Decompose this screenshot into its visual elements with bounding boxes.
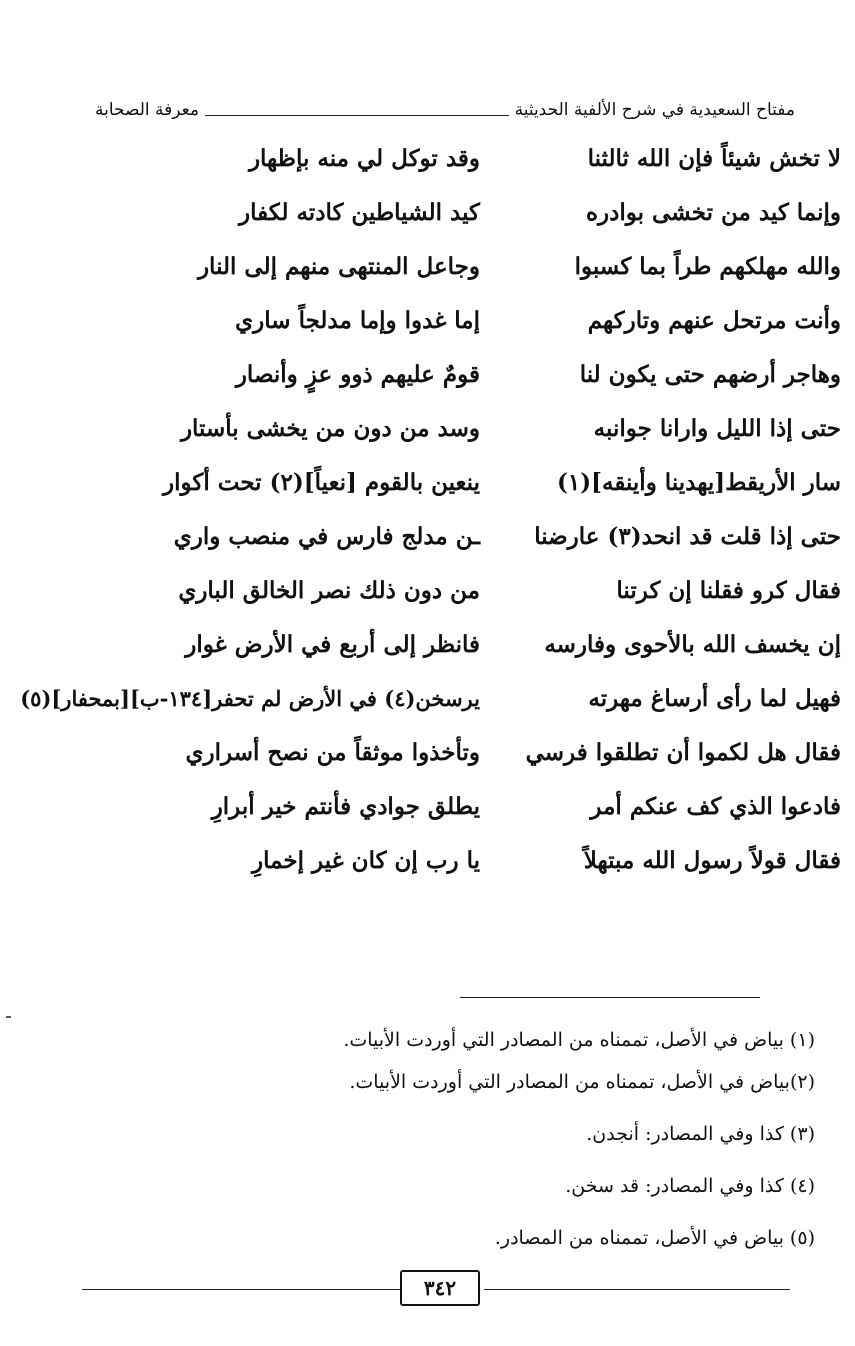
verse (0, 402, 855, 456)
verse-first-hemistich: وأنت مرتحل عنهم وتاركهم (587, 307, 841, 334)
verse-first-hemistich: فهيل لما رأى أرساغ مهرته (588, 685, 841, 712)
verse-first-hemistich: فقال كرو فقلنا إن كرتنا (616, 577, 841, 604)
footnote-separator (460, 997, 760, 998)
page-number: ٣٤٢ (400, 1270, 480, 1306)
verse (0, 618, 855, 672)
verse (0, 564, 855, 618)
margin-mark (6, 1016, 11, 1018)
verse-second-hemistich: يطلق جوادي فأنتم خير أبرارِ (211, 793, 480, 820)
verse-first-hemistich: والله مهلكهم طراً بما كسبوا (574, 253, 841, 280)
footnote: (٤) كذا وفي المصادر: قد سخن. (565, 1175, 815, 1197)
footer-rule-left (82, 1289, 400, 1290)
verse-second-hemistich: قومٌ عليهم ذوو عزٍ وأنصار (235, 361, 480, 388)
verse-first-hemistich: وهاجر أرضهم حتى يكون لنا (579, 361, 841, 388)
verse (0, 240, 855, 294)
verse-first-hemistich: إن يخسف الله بالأحوى وفارسه (544, 631, 841, 658)
footnote: (١) بياض في الأصل، تممناه من المصادر التي أوردت الأبيات. (343, 1029, 815, 1051)
verse-second-hemistich: وتأخذوا موثقاً من نصح أسراري (185, 739, 480, 766)
verse-second-hemistich: وجاعل المنتهى منهم إلى النار (197, 253, 480, 280)
verse (0, 672, 855, 726)
verse-second-hemistich: يرسخن(٤) في الأرض لم تحفر[١٣٤-ب][بمحفار](٥) (20, 686, 480, 711)
verse-second-hemistich: وقد توكل لي منه بإظهار (248, 145, 480, 172)
verse-second-hemistich: إما غدوا وإما مدلجاً ساري (235, 307, 480, 334)
header-rule (205, 115, 509, 116)
verse (0, 726, 855, 780)
verse-second-hemistich: من دون ذلك نصر الخالق الباري (178, 577, 480, 604)
verse-second-hemistich: وسد من دون من يخشى بأستار (180, 415, 480, 442)
verse-first-hemistich: لا تخش شيئاً فإن الله ثالثنا (587, 145, 841, 172)
verse (0, 780, 855, 834)
footnote: (٢)بياض في الأصل، تممناه من المصادر التي أوردت الأبيات. (349, 1071, 815, 1093)
verse-first-hemistich: فقال هل لكموا أن تطلقوا فرسي (525, 739, 841, 766)
verse (0, 186, 855, 240)
verse-first-hemistich: سار الأريقط[يهدينا وأينقه](١) (556, 469, 841, 496)
verse-first-hemistich: فادعوا الذي كف عنكم أمر (590, 793, 841, 820)
verse-second-hemistich: يا رب إن كان غير إخمارِ (251, 847, 480, 874)
verse-second-hemistich: فانظر إلى أربع في الأرض غوار (185, 631, 480, 658)
verse-second-hemistich: كيد الشياطين كادته لكفار (239, 199, 480, 226)
verse-first-hemistich: فقال قولاً رسول الله مبتهلاً (583, 847, 841, 874)
verse (0, 510, 855, 564)
verse (0, 294, 855, 348)
verse-second-hemistich: ينعين بالقوم [نعياً](٢) تحت أكوار (163, 469, 480, 496)
footnote: (٣) كذا وفي المصادر: أنجدن. (586, 1123, 815, 1145)
verse-first-hemistich: حتى إذا الليل وارانا جوانبه (593, 415, 841, 442)
chapter-title: معرفة الصحابة (95, 100, 199, 120)
verse-first-hemistich: حتى إذا قلت قد انحد(٣) عارضنا (534, 523, 841, 550)
verse (0, 456, 855, 510)
verse (0, 834, 855, 888)
verse-first-hemistich: وإنما كيد من تخشى بوادره (585, 199, 841, 226)
verse (0, 132, 855, 186)
footer-rule-right (484, 1289, 790, 1290)
book-title: مفتاح السعيدية في شرح الألفية الحديثية (514, 100, 795, 120)
verse (0, 348, 855, 402)
footnote: (٥) بياض في الأصل، تممناه من المصادر. (494, 1227, 815, 1249)
verse-second-hemistich: ـن مدلج فارس في منصب واري (173, 523, 480, 550)
running-header (95, 88, 795, 122)
